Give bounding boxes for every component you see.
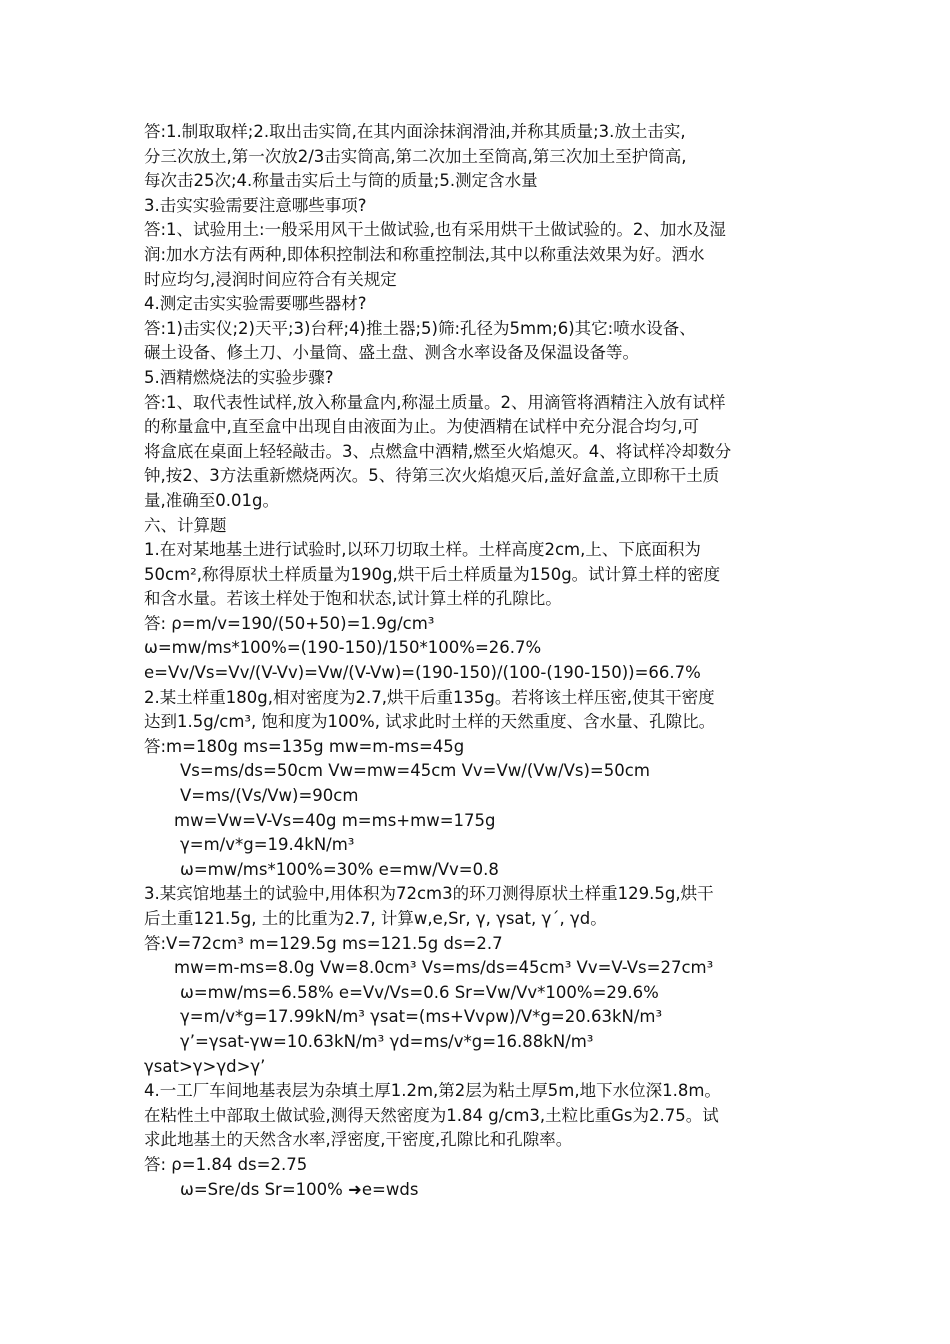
formula-line: Vs=ms/ds=50cm Vw=mw=45cm Vv=Vw/(Vw/Vs)=50cm [180,761,650,781]
question-heading: 3.击实实验需要注意哪些事项? [144,195,367,215]
text-line: 答:1、取代表性试样,放入称量盒内,称湿土质量。2、用滴管将酒精注入放有试样 [144,392,726,412]
text-line: 达到1.5g/cm³, 饱和度为100%, 试求此时土样的天然重度、含水量、孔隙比。 [144,712,716,732]
text-line: 3.某宾馆地基土的试验中,用体积为72cm3的环刀测得原状土样重129.5g,烘干 [144,884,714,904]
formula-line: ω=mw/ms*100%=30% e=mw/Vv=0.8 [180,859,499,879]
formula-line: ω=Sre/ds Sr=100% ➜e=wds [180,1179,419,1199]
text-line: 碾土设备、修土刀、小量筒、盛土盘、测含水率设备及保温设备等。 [144,343,639,363]
text-line: 时应均匀,浸润时间应符合有关规定 [144,269,397,289]
text-line: 和含水量。若该土样处于饱和状态,试计算土样的孔隙比。 [144,589,562,609]
text-line: 答:1)击实仪;2)天平;3)台秤;4)推土器;5)筛:孔径为5mm;6)其它:喷水设备、 [144,318,696,338]
text-line: 4.一工厂车间地基表层为杂填土厚1.2m,第2层为粘土厚5m,地下水位深1.8m。 [144,1081,721,1101]
formula-line: γ=m/v*g=17.99kN/m³ γsat=(ms+Vvρw)/V*g=20.63kN/m³ [180,1007,663,1027]
formula-line: γ’=γsat-γw=10.63kN/m³ γd=ms/v*g=16.88kN/m³ [180,1031,594,1051]
text-line: 答:1、试验用土:一般采用风干土做试验,也有采用烘干土做试验的。2、加水及湿 [144,220,726,240]
formula-line: 答: ρ=m/v=190/(50+50)=1.9g/cm³ [144,613,435,633]
text-line: 50cm²,称得原状土样质量为190g,烘干后土样质量为150g。试计算土样的密度 [144,564,721,584]
text-line: 求此地基土的天然含水率,浮密度,干密度,孔隙比和孔隙率。 [144,1130,573,1150]
document-page [144,120,816,1202]
formula-line: mw=m-ms=8.0g Vw=8.0cm³ Vs=ms/ds=45cm³ Vv=V-Vs=27cm³ [174,958,714,978]
question-heading: 5.酒精燃烧法的实验步骤? [144,367,334,387]
text-line: 润:加水方法有两种,即体积控制法和称重控制法,其中以称重法效果为好。洒水 [144,244,705,264]
text-line: 后土重121.5g, 土的比重为2.7, 计算w,e,Sr, γ, γsat, γ´, γd。 [144,909,607,928]
formula-line: ω=mw/ms*100%=(190-150)/150*100%=26.7% [144,638,542,658]
formula-line: mw=Vw=V-Vs=40g m=ms+mw=175g [174,810,496,830]
formula-line: 答:V=72cm³ m=129.5g ms=121.5g ds=2.7 [144,933,503,953]
formula-line: γsat>γ>γd>γ’ [144,1056,266,1076]
text-line: 分三次放土,第一次放2/3击实筒高,第二次加土至筒高,第三次加土至护筒高, [144,146,687,166]
formula-line: 答:m=180g ms=135g mw=m-ms=45g [144,736,465,756]
formula-line: ω=mw/ms=6.58% e=Vv/Vs=0.6 Sr=Vw/Vv*100%=29.6% [180,982,659,1002]
text-line: 1.在对某地基土进行试验时,以环刀切取土样。土样高度2cm,上、下底面积为 [144,540,701,560]
text-line: 每次击25次;4.称量击实后土与筒的质量;5.测定含水量 [144,171,538,191]
text-line: 的称量盒中,直至盒中出现自由液面为止。为使酒精在试样中充分混合均匀,可 [144,417,699,437]
formula-line: V=ms/(Vs/Vw)=90cm [180,786,359,806]
formula-line: e=Vv/Vs=Vv/(V-Vv)=Vw/(V-Vw)=(190-150)/(100-(190-150))=66.7% [144,663,701,683]
question-heading: 4.测定击实实验需要哪些器材? [144,294,367,314]
text-line: 在粘性土中部取土做试验,测得天然密度为1.84 g/cm3,土粒比重Gs为2.75。试 [144,1105,719,1125]
text-line: 量,准确至0.01g。 [144,490,279,510]
text-line: 将盒底在桌面上轻轻敲击。3、点燃盒中酒精,燃至火焰熄灭。4、将试样冷却数分 [144,441,732,461]
formula-line: γ=m/v*g=19.4kN/m³ [180,835,355,855]
text-line: 钟,按2、3方法重新燃烧两次。5、待第三次火焰熄灭后,盖好盒盖,立即称干土质 [144,466,720,486]
text-line: 答:1.制取取样;2.取出击实筒,在其内面涂抹润滑油,并称其质量;3.放土击实, [144,122,686,141]
text-line: 2.某土样重180g,相对密度为2.7,烘干后重135g。若将该土样压密,使其干密度 [144,687,715,707]
section-heading: 六、计算题 [144,515,227,535]
formula-line: 答: ρ=1.84 ds=2.75 [144,1154,308,1174]
